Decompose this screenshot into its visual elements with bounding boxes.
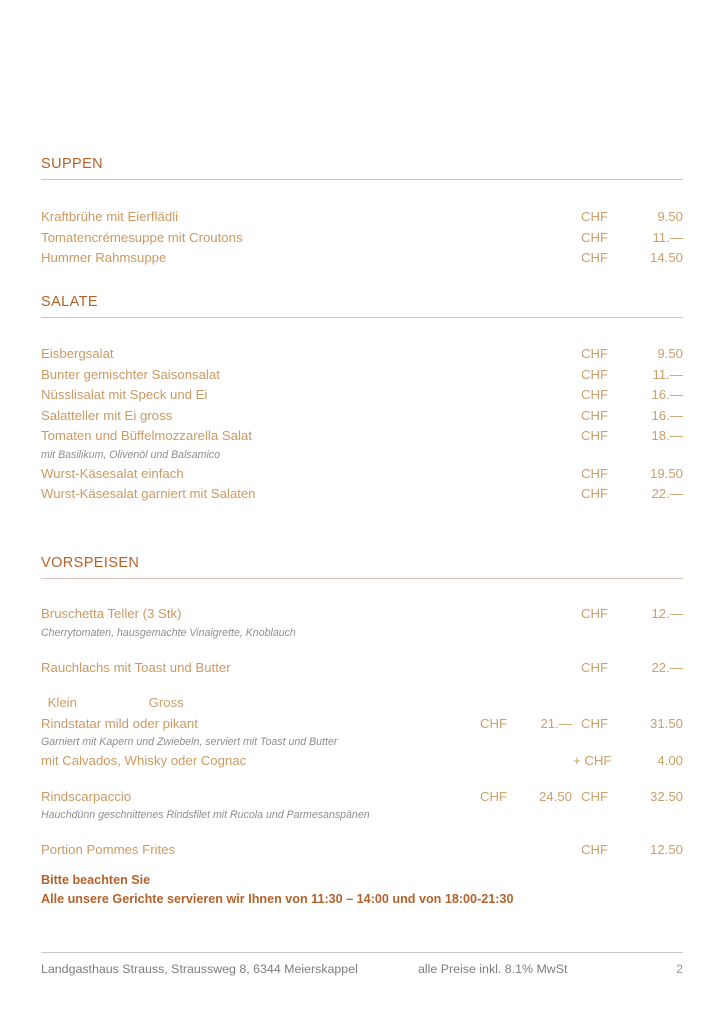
menu-row [41,385,683,406]
notice-line-2: Alle unsere Gerichte servieren wir Ihnen von 11:30 – 14:00 und von 18:00-21:30 [41,892,514,906]
amount: 18.— [651,428,683,443]
item-name: Salatteller mit Ei gross [41,407,173,423]
amount: 11.— [652,229,683,245]
currency: CHF [581,606,609,621]
item-price [581,426,683,447]
amount: 14.50 [649,250,683,265]
item-price [581,658,683,679]
amount: 22.— [651,659,683,675]
currency-klein: CHF [480,715,508,731]
column-header-gross: Gross [148,695,184,710]
opening-hours-notice [41,871,683,909]
footer-address: Landgasthaus Strauss, Straussweg 8, 6344 Meierskappel [41,962,358,976]
currency-gross: + CHF [573,753,612,768]
footer-vat-note: alle Preise inkl. 8.1% MwSt [418,962,568,976]
item-price [581,840,683,861]
item-name: Rauchlachs mit Toast und Butter [41,659,231,675]
currency: CHF [581,428,609,443]
amount: 12.— [651,606,683,621]
page-number: 2 [676,962,683,976]
currency: CHF [581,346,609,361]
item-name: Wurst-Käsesalat einfach [41,465,184,481]
amount: 16.— [651,387,683,402]
amount-klein: 21.— [540,715,572,731]
item-name: Hummer Rahmsuppe [41,250,167,265]
item-name: Rindstatar mild oder pikant [41,715,198,731]
item-name: Portion Pommes Frites [41,842,176,857]
item-name: mit Calvados, Whisky oder Cognac [41,753,247,768]
item-name: Bruschetta Teller (3 Stk) [41,606,182,621]
menu-row [41,344,683,365]
currency: CHF [581,250,609,265]
item-price [581,248,683,269]
spacer-cell [92,693,149,714]
currency-gross: CHF [581,788,609,804]
currency-gross: CHF [581,715,609,731]
amount: 9.50 [657,209,683,224]
menu-row [41,604,683,625]
menu-row [41,484,683,505]
section-suppen [41,156,683,180]
item-name: Rindscarpaccio [41,788,132,804]
amount-gross: 32.50 [649,788,683,804]
price-column-headers [41,693,683,714]
currency: CHF [581,209,609,224]
currency: CHF [581,387,609,402]
menu-row [41,840,683,861]
menu-row [41,714,683,735]
item-price [581,385,683,406]
item-price [581,604,683,625]
amount-gross: 4.00 [657,753,683,768]
currency: CHF [581,366,609,382]
item-description: Hauchdünn geschnittenes Rindsfilet mit Rucola und Parmesanspänen [41,809,370,821]
section-title-vorspeisen: VORSPEISEN [41,555,683,579]
item-price [581,464,683,485]
item-name: Tomaten und Büffelmozzarella Salat [41,428,252,443]
item-name: Nüsslisalat mit Speck und Ei [41,387,208,402]
amount: 12.50 [649,842,683,857]
amount: 9.50 [657,346,683,361]
amount: 19.50 [649,465,683,481]
menu-row [41,464,683,485]
currency: CHF [581,486,609,501]
currency: CHF [581,407,609,423]
items-suppen [41,207,683,269]
item-name: Tomatencrémesuppe mit Croutons [41,229,243,245]
column-header-klein: Klein [47,695,77,710]
menu-row [41,751,683,772]
menu-row [41,228,683,249]
currency: CHF [581,229,609,245]
menu-row [41,658,683,679]
item-price [581,344,683,365]
item-price [581,207,683,228]
item-name: Bunter gemischter Saisonsalat [41,366,220,382]
item-name: Wurst-Käsesalat garniert mit Salaten [41,486,256,501]
menu-row [41,787,683,808]
item-description: mit Basilikum, Olivenöl und Balsamico [41,448,220,461]
item-price [581,228,683,249]
currency-klein: CHF [480,788,508,804]
item-price [581,365,683,386]
section-title-salate: SALATE [41,294,683,318]
item-price [581,406,683,427]
items-vorspeisen [41,604,683,861]
amount: 11.— [652,366,683,382]
item-name: Kraftbrühe mit Eierflädli [41,209,179,224]
currency: CHF [581,465,609,481]
amount: 22.— [651,486,683,501]
item-price [581,484,683,505]
spacer-cell [199,693,251,714]
amount-gross: 31.50 [649,715,683,731]
section-title-suppen: SUPPEN [41,156,683,180]
currency: CHF [581,659,609,675]
item-description: Cherrytomaten, hausgemachte Vinaigrette, Knoblauch [41,626,296,639]
currency: CHF [581,842,609,857]
menu-row [41,248,683,269]
item-name: Eisbergsalat [41,346,114,361]
menu-row [41,207,683,228]
amount-klein: 24.50 [538,788,572,804]
section-vorspeisen [41,555,683,579]
item-description: Garniert mit Kapern und Zwiebeln, serviert mit Toast und Butter [41,736,338,748]
section-salate [41,294,683,318]
amount: 16.— [651,407,683,423]
notice-line-1: Bitte beachten Sie [41,873,151,887]
menu-row [41,365,683,386]
menu-row [41,406,683,427]
page-footer [41,952,683,976]
items-salate [41,344,683,505]
menu-row [41,426,683,447]
